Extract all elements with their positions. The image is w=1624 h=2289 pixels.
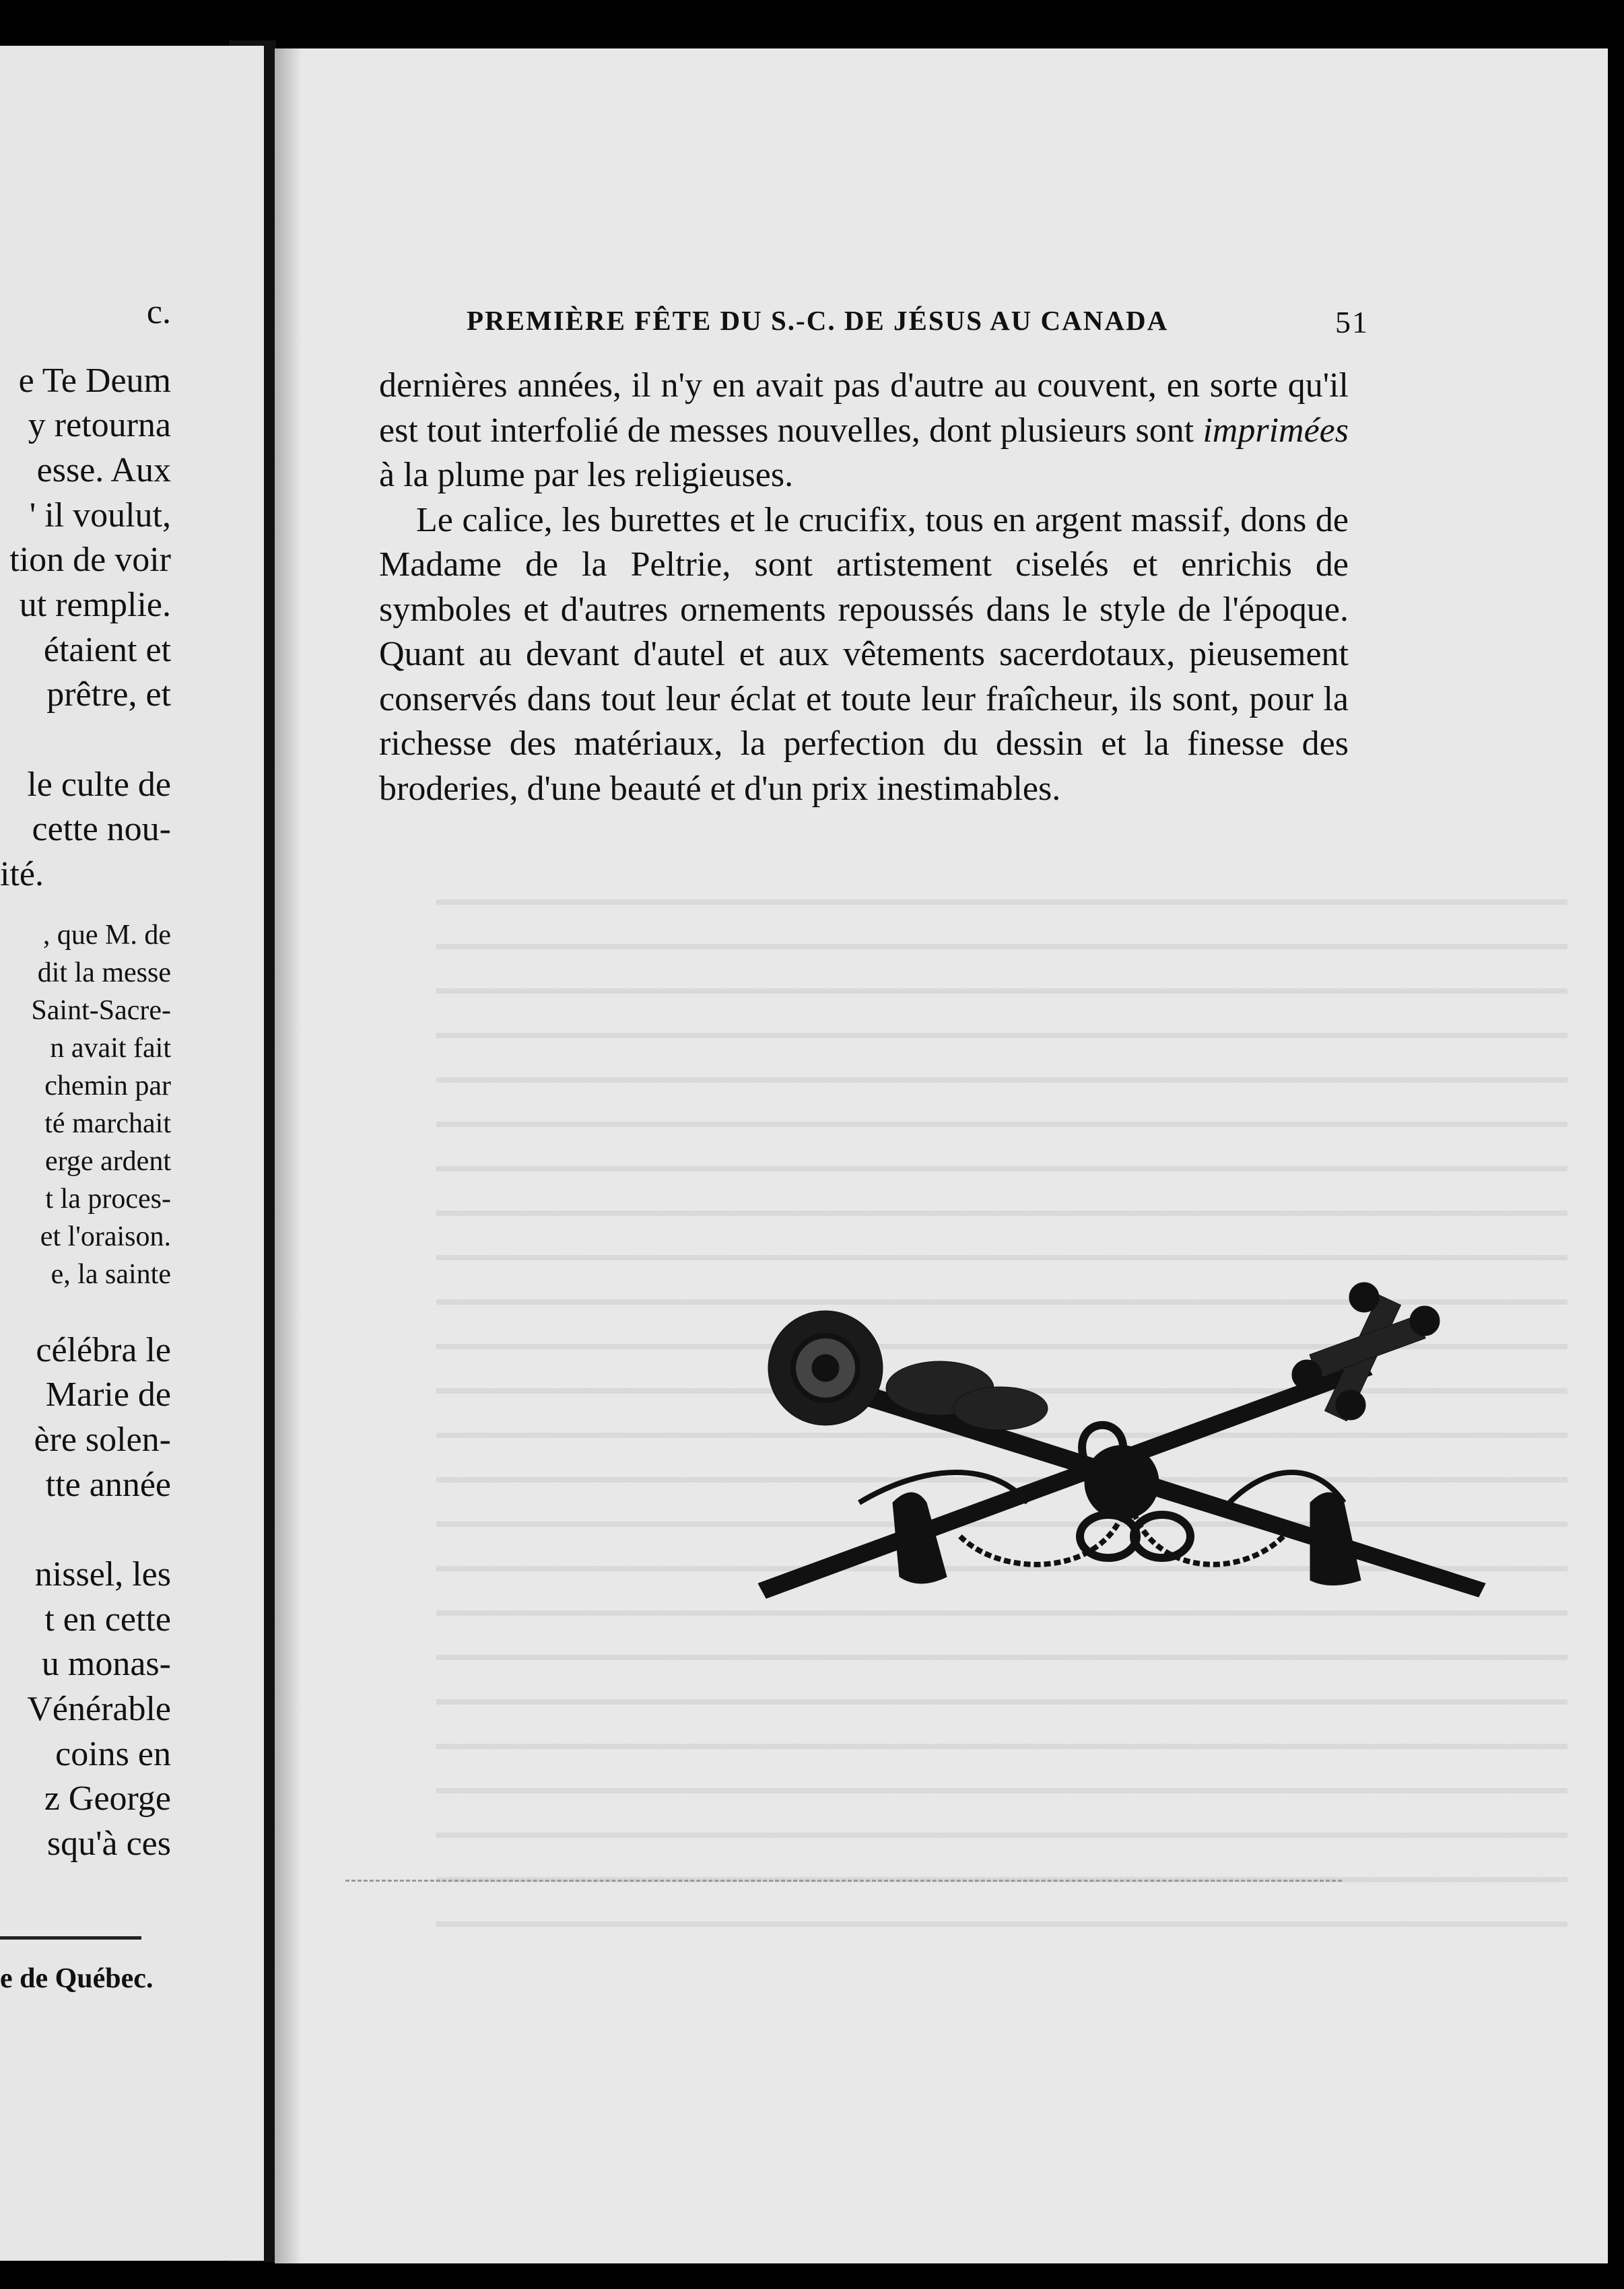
- left-line: té marchait: [44, 1108, 171, 1139]
- left-line: cette nou-: [32, 810, 171, 848]
- left-line: z George: [44, 1779, 171, 1818]
- left-line: y retourna: [28, 406, 171, 444]
- left-line: erge ardent: [45, 1146, 171, 1177]
- right-page: [275, 48, 1608, 2263]
- crossed-staffs-ornament-icon: [758, 1280, 1505, 1610]
- left-line: Marie de: [45, 1375, 171, 1414]
- left-line: tion de voir: [9, 541, 171, 579]
- left-page-fragment: [0, 46, 264, 2261]
- left-line: squ'à ces: [46, 1824, 171, 1863]
- left-line: tte année: [45, 1466, 171, 1504]
- left-line: e Te Deum: [18, 362, 171, 400]
- left-line: et l'oraison.: [40, 1221, 171, 1252]
- footnote-rule: [0, 1936, 141, 1940]
- running-head-title: PREMIÈRE FÊTE DU S.-C. DE JÉSUS AU CANADA: [467, 305, 1169, 336]
- left-line: e, la sainte: [50, 1259, 171, 1290]
- paragraph-1: dernières années, il n'y en avait pas d'autre au couvent, en sorte qu'il est tout interfolié de messes nouvelles, dont plusieurs sont imprimées à la plume par les religieuses.: [379, 366, 1349, 494]
- left-line: esse. Aux: [36, 451, 171, 489]
- left-line: ité.: [0, 855, 44, 893]
- italic-word: imprimées: [1203, 411, 1349, 450]
- paragraph-2: Le calice, les burettes et le crucifix, tous en argent massif, dons de Madame de la Peltrie, sont artistement ciselés et enrichis de symboles et d'autres ornements repoussés dans le style de l'époque. Quant au devant d'autel et aux vêtements sacerdotaux, pieusement conservés dans tout leur éclat et toute leur fraîcheur, ils sont, pour la richesse des matériaux, la perfection du dessin et la finesse des broderies, d'une beauté et d'un prix inestimables.: [379, 500, 1349, 808]
- left-line: n avait fait: [50, 1033, 171, 1064]
- body-text: [379, 364, 1349, 811]
- left-line: Vénérable: [27, 1690, 171, 1728]
- left-line: u monas-: [41, 1645, 171, 1683]
- left-line: ère solen-: [34, 1421, 171, 1459]
- left-line: ' il voulut,: [29, 496, 171, 535]
- left-line: étaient et: [43, 631, 171, 669]
- left-line: dit la messe: [37, 957, 171, 988]
- page-number: 51: [1335, 305, 1369, 339]
- left-line: chemin par: [44, 1070, 171, 1101]
- left-line: prêtre, et: [46, 675, 171, 714]
- left-line: , que M. de: [42, 920, 171, 951]
- left-line: célébra le: [36, 1331, 171, 1369]
- left-line: c.: [146, 293, 171, 331]
- left-line: t la proces-: [45, 1184, 171, 1215]
- left-line: ut remplie.: [19, 586, 171, 624]
- left-line: le culte de: [27, 765, 171, 804]
- show-through-rule: [345, 1880, 1342, 1882]
- left-line: nissel, les: [34, 1555, 171, 1594]
- left-footnote: e de Québec.: [0, 1963, 154, 1994]
- left-line: Saint-Sacre-: [31, 995, 171, 1026]
- page-edge-shadow: [275, 48, 302, 2263]
- left-line: coins en: [55, 1735, 171, 1773]
- left-line: t en cette: [44, 1600, 171, 1639]
